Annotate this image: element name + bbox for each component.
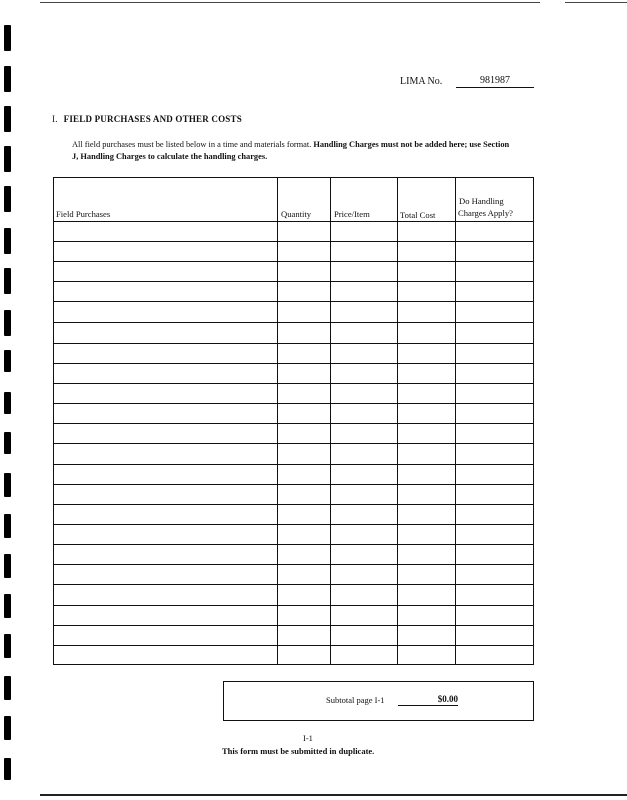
table-row-line: [54, 605, 533, 606]
table-row-line: [54, 241, 533, 242]
binder-mark: [4, 716, 11, 740]
table-row-line: [54, 564, 533, 565]
field-purchases-table: [53, 177, 534, 665]
table-row-line: [54, 524, 533, 525]
table-row-line: [54, 443, 533, 444]
binder-mark: [4, 268, 11, 294]
table-row-line: [54, 584, 533, 585]
table-row-line: [54, 423, 533, 424]
page-number: I-1: [303, 733, 313, 743]
section-instructions: [72, 139, 512, 163]
section-title: FIELD PURCHASES AND OTHER COSTS: [63, 114, 242, 124]
bottom-rule: [40, 794, 627, 796]
table-row-line: [54, 383, 533, 384]
column-divider: [330, 178, 331, 664]
instruction-text: All field purchases must be listed below in a time and materials format.: [72, 140, 312, 149]
table-row-line: [54, 403, 533, 404]
subtotal-value: $0.00: [398, 694, 458, 706]
column-divider: [455, 178, 456, 664]
binder-mark: [4, 392, 11, 414]
subtotal-label: Subtotal page I-1: [326, 695, 385, 705]
top-rule: [40, 2, 540, 3]
binder-mark: [4, 25, 11, 51]
header-total-cost: Total Cost: [400, 210, 436, 220]
binder-mark: [4, 66, 11, 92]
section-number: I.: [52, 114, 58, 124]
header-handling-line2: Charges Apply?: [458, 208, 513, 218]
table-row-line: [54, 625, 533, 626]
column-divider: [277, 178, 278, 664]
binder-mark: [4, 554, 11, 578]
section-heading: [52, 114, 242, 124]
binder-mark: [4, 228, 11, 254]
table-row-line: [54, 645, 533, 646]
binder-mark: [4, 634, 11, 658]
binder-mark: [4, 594, 11, 618]
lima-number-field[interactable]: 981987: [456, 75, 534, 88]
table-row-line: [54, 322, 533, 323]
table-row-line: [54, 484, 533, 485]
binder-mark: [4, 146, 11, 172]
header-price-item: Price/Item: [334, 209, 370, 219]
binder-mark: [4, 350, 11, 372]
binder-mark: [4, 473, 11, 497]
header-field-purchases: Field Purchases: [56, 209, 111, 219]
header-handling-line1: Do Handling: [459, 196, 504, 206]
footer-note: This form must be submitted in duplicate.: [222, 746, 375, 756]
header-quantity: Quantity: [281, 209, 312, 219]
binder-mark: [4, 514, 11, 538]
table-row-line: [54, 301, 533, 302]
binder-mark: [4, 432, 11, 454]
table-row-line: [54, 464, 533, 465]
binder-mark: [4, 186, 11, 212]
column-divider: [397, 178, 398, 664]
table-row-line: [54, 544, 533, 545]
top-rule-right: [565, 2, 627, 3]
instruction-bold-text: Handling Charges must not be added here; use Section J, Handling Charges to calculate the handling charges.: [72, 140, 510, 161]
binder-mark: [4, 758, 11, 780]
binder-mark: [4, 676, 11, 700]
table-row-line: [54, 281, 533, 282]
lima-label: LIMA No.: [400, 76, 443, 87]
table-row-line: [54, 343, 533, 344]
table-row-line: [54, 261, 533, 262]
table-row-line: [54, 221, 533, 222]
table-row-line: [54, 504, 533, 505]
binder-mark: [4, 310, 11, 336]
binder-mark: [4, 106, 11, 132]
table-row-line: [54, 363, 533, 364]
